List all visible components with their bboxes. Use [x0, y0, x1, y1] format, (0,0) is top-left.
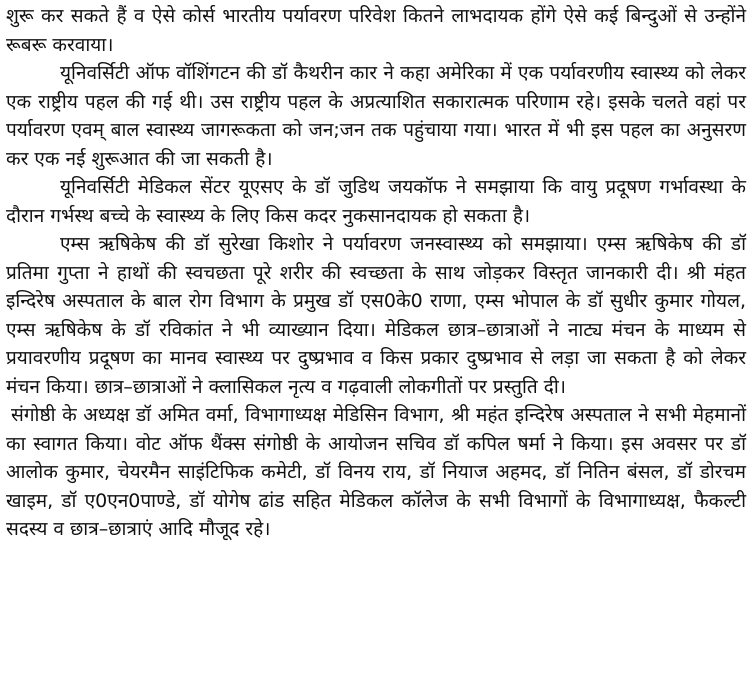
paragraph-air-pollution-pregnancy: यूनिवर्सिटी मेडिकल सेंटर यूएसए के डॉ जुडिथ जयकॉफ ने समझाया कि वायु प्रदूषण गर्भावस्था के दौरान गर्भस्थ बच्चे के स्वास्थ्य के लिए किस कदर नुकसानदायक हो सकता है।: [6, 176, 746, 227]
paragraph-aiims-talks: एम्स ऋषिकेष की डॉ सुरेखा किशोर ने पर्यावरण जनस्वास्थ्य को समझाया। एम्स ऋषिकेष की डॉ प्रतिमा गुप्ता ने हाथों की स्वचछता पूरे शरीर की स्वच्छता के साथ जोड़कर विस्तृत जानकारी दी। श्री मंहत इन्दिरेष अस्पताल के बाल रोग विभाग के प्रमुख डॉ एस0के0 राणा, एम्स भोपाल के डॉ सुधीर कुमार गोयल, एम्स ऋषिकेष के डॉ रविकांत ने भी व्याख्यान दिया। मेडिकल छात्र–छात्राओं ने नाट्य मंचन के माध्यम से प्रयावरणीय प्रदूषण का मानव स्वास्थ्य पर दुष्प्रभाव व किस प्रकार दुष्प्रभाव से लड़ा जा सकता है को लेकर मंचन किया। छात्र–छात्राओं ने क्लासिकल नृत्य व गढ़वाली लोकगीतों पर प्रस्तुति दी।: [6, 233, 746, 398]
paragraph-intro-continuation: शुरू कर सकते हैं व ऐसे कोर्स भारतीय पर्यावरण परिवेश कितने लाभदायक होंगे ऐसे कई बिन्दुओं से उन्होंने रूबरू करवाया।: [6, 5, 746, 56]
paragraph-washington-initiative: यूनिवर्सिटी ऑफ वॉशिंगटन की डॉ कैथरीन कार ने कहा अमेरिका में एक पर्यावरणीय स्वास्थ्य को लेकर एक राष्ट्रीय पहल की गई थी। उस राष्ट्रीय पहल के अप्रत्याशित सकारात्मक परिणाम रहे। इसके चलते वहां पर पर्यावरण एवम् बाल स्वास्थ्य जागरूकता को जन;जन तक पहुंचाया गया। भारत में भी इस पहल का अनुसरण कर एक नई शुरूआत की जा सकती है।: [6, 62, 746, 170]
paragraph-seminar-closing: संगोष्ठी के अध्यक्ष डॉ अमित वर्मा, विभागाध्यक्ष मेडिसिन विभाग, श्री महंत इन्दिरेष अस्पताल ने सभी मेहमानों का स्वागत किया। वोट ऑफ थैंक्स संगोष्ठी के आयोजन सचिव डॉ कपिल षर्मा ने किया। इस अवसर पर डॉ आलोक कुमार, चेयरमैन साइंटिफिक कमेटी, डॉ विनय राय, डॉ नियाज अहमद, डॉ नितिन बंसल, डॉ डोरचम खाइम, डॉ ए0एन0पाण्डे, डॉ योगेष ढांड सहित मेडिकल कॉलेज के सभी विभागों के विभागाध्यक्ष, फैकल्टी सदस्य व छात्र–छात्राएं आदि मौजूद रहे।: [6, 404, 746, 540]
